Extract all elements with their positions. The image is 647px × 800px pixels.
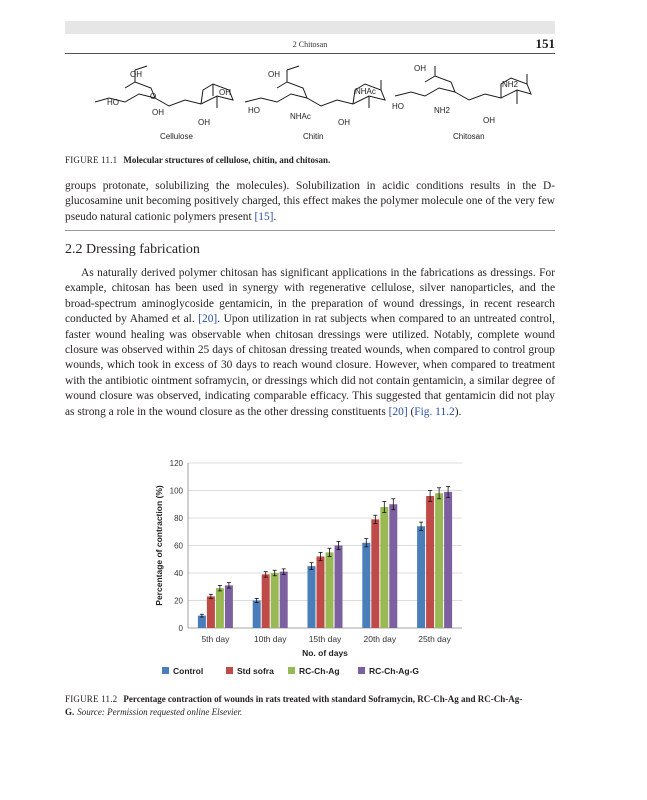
bar (444, 492, 452, 628)
x-tick-label: 10th day (253, 634, 287, 644)
nh2-label: NH2 (502, 80, 519, 89)
paragraph-1 (65, 179, 555, 225)
oh-label: OH (219, 88, 231, 97)
paragraph-text: As naturally derived polymer chitosan has significant applications in the fabrications as dressings. For example, chitosan has been used in synergy with regenerative cellulose, silver nanoparticles, and the broad-spectrum aminoglycoside gentamicin, in the preparation of wound dressings, in recent research conducted by Ahamed et al. (65, 267, 555, 326)
figure-label: FIGURE 11.1 (65, 155, 118, 165)
bar (426, 496, 434, 628)
legend-swatch (162, 667, 169, 674)
citation-link[interactable]: [20] (388, 405, 408, 418)
x-tick-label: 5th day (201, 634, 230, 644)
figure-ref-link[interactable]: Fig. 11.2 (414, 405, 455, 418)
section-number: 2.2 (65, 242, 83, 257)
ho-label: HO (248, 106, 260, 115)
x-tick-label: 25th day (418, 634, 451, 644)
figure-source: Source: Permission requested online Elsevier. (77, 707, 243, 717)
y-tick-label: 80 (174, 514, 183, 523)
oh-label: OH (268, 70, 280, 79)
legend-label: Control (173, 666, 204, 676)
figure-title: Percentage contraction of wounds in rats treated with standard Soframycin, RC-Ch-Ag and RC-Ch-Ag-G. (65, 694, 523, 717)
section-rule (65, 230, 555, 231)
figure-11-1-caption (65, 154, 555, 167)
x-tick-label: 20th day (363, 634, 397, 644)
citation-link[interactable]: [20] (198, 313, 218, 326)
y-axis-label: Percentage of contraction (%) (154, 485, 164, 606)
section-title: Dressing fabrication (86, 242, 200, 257)
o-label: O (150, 92, 157, 101)
wound-contraction-chart (150, 455, 480, 685)
nhac-label: NHAc (290, 112, 311, 121)
bar (198, 616, 206, 628)
bar (389, 504, 397, 628)
bar (308, 566, 316, 628)
paragraph-end: . (273, 210, 277, 223)
bar (262, 574, 270, 628)
y-tick-label: 120 (169, 459, 183, 468)
paren-open: ( (407, 405, 415, 418)
bar (326, 552, 334, 628)
running-head (65, 36, 555, 52)
nhac-label: NHAc (355, 87, 376, 96)
bar (380, 507, 388, 628)
bar (207, 596, 215, 628)
bar (435, 493, 443, 628)
header-rule (65, 53, 555, 54)
figure-title: Molecular structures of cellulose, chitin, and chitosan. (123, 155, 331, 165)
header-bar (65, 21, 555, 34)
chapter-title: 2 Chitosan (292, 40, 328, 49)
oh-label: OH (414, 64, 426, 73)
legend-label: RC-Ch-Ag-G (369, 666, 420, 676)
oh-label: OH (198, 118, 210, 127)
chitosan-label: Chitosan (453, 132, 485, 141)
y-tick-label: 40 (174, 569, 183, 578)
ho-label: HO (107, 98, 119, 107)
page-number: 151 (535, 36, 555, 51)
oh-label: OH (152, 108, 164, 117)
figure-label: FIGURE 11.2 (65, 694, 118, 704)
bar (271, 573, 279, 628)
bar (216, 588, 224, 628)
legend-label: RC-Ch-Ag (299, 666, 340, 676)
y-tick-label: 100 (169, 486, 183, 496)
bar (253, 601, 261, 629)
paragraph-text: . Upon utilization in rat subjects when compared to an untreated control, faster wound healing was observable when chitosan dressings were utilized. Notably, complete wound closure was observed within 25 days of chitosan dressing treated wounds, when compared to control group wounds, which took in excess of 30 days to reach wound closure. However, when compared to treatment with the antibiotic ointment soframycin, or dressings which did not contain gentamicin, a similar degree of wound closure was observed, indicating comparable efficacy. This suggested that gentamicin did not play as strong a role in the wound closure as the other dressing constituents (65, 313, 555, 418)
bar (417, 526, 425, 628)
y-tick-label: 0 (178, 624, 183, 633)
legend-label: Std sofra (237, 666, 274, 676)
nh2-label: NH2 (434, 106, 451, 115)
chitin-label: Chitin (303, 132, 324, 141)
x-tick-label: 15th day (308, 634, 342, 644)
bar (280, 572, 288, 628)
section-heading (65, 242, 200, 258)
legend-swatch (226, 667, 233, 674)
bar (362, 543, 370, 628)
bar (335, 546, 343, 629)
oh-label: OH (338, 118, 350, 127)
legend-swatch (288, 667, 295, 674)
ho-label: HO (392, 102, 404, 111)
oh-label: OH (130, 70, 142, 79)
legend-swatch (358, 667, 365, 674)
x-axis-label: No. of days (302, 648, 348, 658)
bar (371, 519, 379, 628)
bar (225, 585, 233, 628)
paren-close: ). (454, 405, 462, 418)
paragraph-2 (65, 266, 555, 420)
y-tick-label: 60 (174, 541, 183, 551)
y-tick-label: 20 (174, 596, 183, 606)
paragraph-text: groups protonate, solubilizing the molecules). Solubilization in acidic conditions results in the D-glucosamine unit becoming positively charged, this effect makes the polymer molecule one of the very few pseudo natural cationic polymers present (65, 180, 555, 223)
citation-link[interactable]: [15] (254, 210, 274, 223)
oh-label: OH (483, 116, 495, 125)
cellulose-label: Cellulose (160, 132, 193, 141)
bar (317, 557, 325, 629)
figure-11-2-caption (65, 693, 555, 719)
